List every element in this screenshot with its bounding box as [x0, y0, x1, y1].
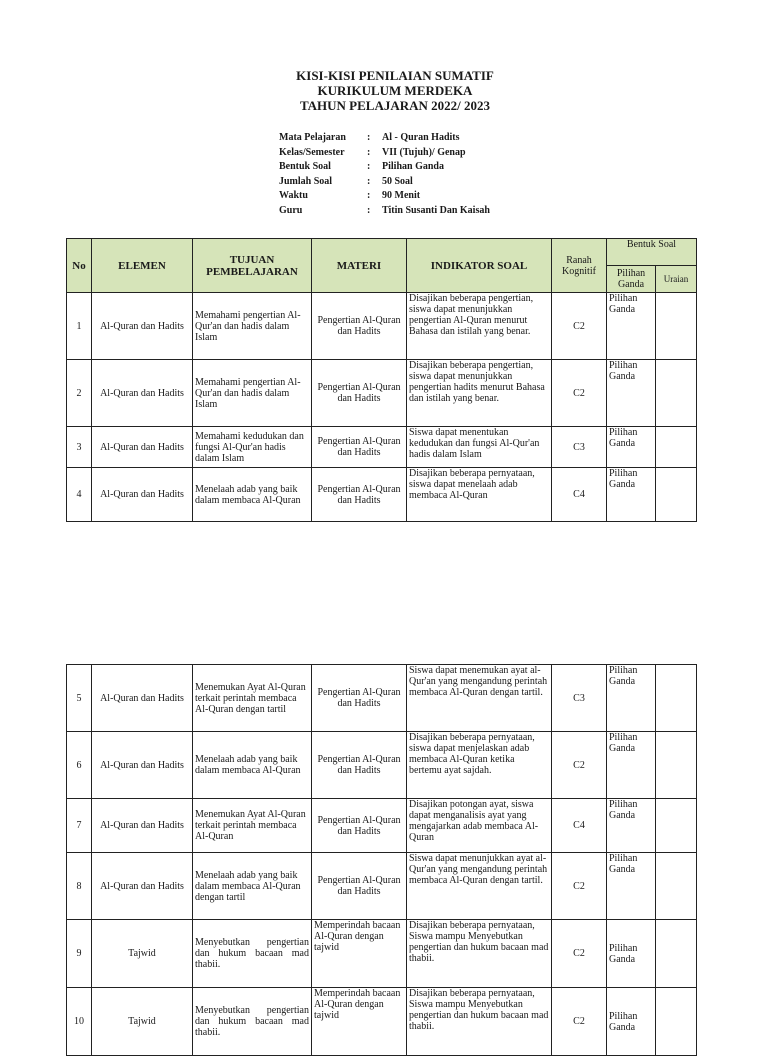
cell-ranah: C2 — [552, 920, 607, 988]
cell-indikator: Siswa dapat menunjukkan ayat al-Qur'an yang mengandung perintah membaca Al-Quran dengan tartil. — [407, 853, 552, 920]
cell-tujuan: Menelaah adab yang baik dalam membaca Al-Quran — [193, 468, 312, 522]
cell-pilihan-ganda: Pilihan Ganda — [607, 468, 656, 522]
cell-pilihan-ganda: Pilihan Ganda — [607, 988, 656, 1056]
cell-elemen: Al-Quran dan Hadits — [92, 293, 193, 360]
cell-no: 1 — [67, 293, 92, 360]
cell-pilihan-ganda: Pilihan Ganda — [607, 799, 656, 853]
meta-label: Guru — [279, 204, 303, 216]
header-no: No — [67, 239, 92, 293]
table-row — [67, 799, 697, 853]
cell-no: 5 — [67, 665, 92, 732]
table-row — [67, 988, 697, 1056]
cell-ranah: C4 — [552, 468, 607, 522]
meta-row-count — [279, 175, 490, 190]
cell-uraian — [656, 468, 697, 522]
meta-label: Bentuk Soal — [279, 161, 331, 172]
cell-indikator: Disajikan beberapa pernyataan, siswa dapat menjelaskan adab membaca Al-Quran ketika bertemu ayat sajdah. — [407, 732, 552, 799]
cell-pilihan-ganda: Pilihan Ganda — [607, 853, 656, 920]
meta-value: VII (Tujuh)/ Genap — [382, 146, 466, 158]
title-line-2: KURIKULUM MERDEKA — [317, 83, 473, 98]
cell-ranah: C2 — [552, 732, 607, 799]
cell-pilihan-ganda: Pilihan Ganda — [607, 732, 656, 799]
cell-indikator: Disajikan beberapa pernyataan, siswa dapat menelaah adab membaca Al-Quran — [407, 468, 552, 522]
cell-tujuan: Menyebutkan pengertian dan hukum bacaan mad thabii. — [193, 920, 312, 988]
meta-sep: : — [367, 161, 371, 172]
meta-sep: : — [367, 204, 371, 216]
meta-row-subject — [279, 131, 490, 146]
cell-pilihan-ganda: Pilihan Ganda — [607, 427, 656, 468]
title-line-3: TAHUN PELAJARAN 2022/ 2023 — [299, 98, 491, 113]
cell-materi: Pengertian Al-Quran dan Hadits — [312, 853, 407, 920]
cell-indikator: Disajikan beberapa pengertian, siswa dapat menunjukkan pengertian hadits menurut Bahasa dan istilah yang benar. — [407, 360, 552, 427]
cell-no: 3 — [67, 427, 92, 468]
cell-elemen: Al-Quran dan Hadits — [92, 799, 193, 853]
meta-info — [279, 131, 490, 218]
meta-label: Waktu — [279, 190, 308, 201]
cell-uraian — [656, 360, 697, 427]
cell-elemen: Al-Quran dan Hadits — [92, 853, 193, 920]
cell-elemen: Tajwid — [92, 988, 193, 1056]
table-row — [67, 920, 697, 988]
cell-no: 9 — [67, 920, 92, 988]
header-pilihan-ganda: Pilihan Ganda — [607, 266, 656, 293]
meta-sep: : — [367, 175, 371, 187]
cell-tujuan: Menelaah adab yang baik dalam membaca Al-Quran — [193, 732, 312, 799]
kisi-table-part-1 — [66, 238, 697, 522]
cell-materi: Pengertian Al-Quran dan Hadits — [312, 293, 407, 360]
cell-ranah: C3 — [552, 427, 607, 468]
cell-no: 2 — [67, 360, 92, 427]
cell-uraian — [656, 988, 697, 1056]
document-title — [0, 68, 768, 113]
meta-label: Jumlah Soal — [279, 175, 333, 187]
cell-elemen: Al-Quran dan Hadits — [92, 360, 193, 427]
cell-ranah: C2 — [552, 988, 607, 1056]
cell-uraian — [656, 732, 697, 799]
table-row — [67, 853, 697, 920]
cell-indikator: Siswa dapat menemukan ayat al-Qur'an yang mengandung perintah membaca Al-Quran dengan tartil. — [407, 665, 552, 732]
meta-row-time — [279, 189, 490, 204]
table-row — [67, 293, 697, 360]
meta-value: Pilihan Ganda — [382, 161, 444, 172]
cell-materi: Pengertian Al-Quran dan Hadits — [312, 799, 407, 853]
cell-tujuan: Menelaah adab yang baik dalam membaca Al-Quran dengan tartil — [193, 853, 312, 920]
cell-tujuan: Memahami pengertian Al-Qur'an dan hadis dalam Islam — [193, 293, 312, 360]
cell-elemen: Tajwid — [92, 920, 193, 988]
title-line-1: KISI-KISI PENILAIAN SUMATIF — [296, 68, 494, 83]
cell-pilihan-ganda: Pilihan Ganda — [607, 360, 656, 427]
cell-materi: Memperindah bacaan Al-Quran dengan tajwid — [312, 920, 407, 988]
cell-no: 6 — [67, 732, 92, 799]
cell-ranah: C2 — [552, 293, 607, 360]
cell-materi: Pengertian Al-Quran dan Hadits — [312, 360, 407, 427]
table-row — [67, 732, 697, 799]
header-tujuan: TUJUAN PEMBELAJARAN — [193, 239, 312, 293]
meta-row-class — [279, 146, 490, 161]
cell-elemen: Al-Quran dan Hadits — [92, 732, 193, 799]
cell-no: 7 — [67, 799, 92, 853]
cell-materi: Pengertian Al-Quran dan Hadits — [312, 732, 407, 799]
cell-tujuan: Memahami kedudukan dan fungsi Al-Qur'an hadis dalam Islam — [193, 427, 312, 468]
table-row — [67, 665, 697, 732]
cell-ranah: C2 — [552, 360, 607, 427]
cell-uraian — [656, 853, 697, 920]
meta-row-teacher — [279, 204, 490, 219]
table-row — [67, 360, 697, 427]
meta-label: Kelas/Semester — [279, 146, 345, 158]
cell-indikator: Siswa dapat menentukan kedudukan dan fungsi Al-Qur'an hadis dalam Islam — [407, 427, 552, 468]
cell-ranah: C3 — [552, 665, 607, 732]
header-indikator: INDIKATOR SOAL — [407, 239, 552, 293]
cell-indikator: Disajikan beberapa pernyataan, Siswa mampu Menyebutkan pengertian dan hukum bacaan mad thabii. — [407, 920, 552, 988]
cell-indikator: Disajikan beberapa pernyataan, Siswa mampu Menyebutkan pengertian dan hukum bacaan mad thabii. — [407, 988, 552, 1056]
cell-ranah: C4 — [552, 799, 607, 853]
cell-uraian — [656, 799, 697, 853]
cell-tujuan: Menemukan Ayat Al-Quran terkait perintah membaca Al-Quran — [193, 799, 312, 853]
header-materi: MATERI — [312, 239, 407, 293]
cell-materi: Pengertian Al-Quran dan Hadits — [312, 427, 407, 468]
cell-materi: Memperindah bacaan Al-Quran dengan tajwid — [312, 988, 407, 1056]
cell-uraian — [656, 293, 697, 360]
meta-row-format — [279, 160, 490, 175]
cell-tujuan: Menyebutkan pengertian dan hukum bacaan mad thabii. — [193, 988, 312, 1056]
cell-no: 10 — [67, 988, 92, 1056]
meta-value: Al - Quran Hadits — [382, 132, 460, 143]
table-row — [67, 427, 697, 468]
header-uraian: Uraian — [656, 266, 697, 293]
cell-ranah: C2 — [552, 853, 607, 920]
cell-pilihan-ganda: Pilihan Ganda — [607, 920, 656, 988]
cell-tujuan: Memahami pengertian Al-Qur'an dan hadis dalam Islam — [193, 360, 312, 427]
cell-indikator: Disajikan beberapa pengertian, siswa dapat menunjukkan pengertian Al-Quran menurut Bahasa dan istilah yang benar. — [407, 293, 552, 360]
cell-tujuan: Menemukan Ayat Al-Quran terkait perintah membaca Al-Quran dengan tartil — [193, 665, 312, 732]
cell-materi: Pengertian Al-Quran dan Hadits — [312, 468, 407, 522]
cell-indikator: Disajikan potongan ayat, siswa dapat menganalisis ayat yang mengajarkan adab membaca Al-Quran — [407, 799, 552, 853]
cell-elemen: Al-Quran dan Hadits — [92, 427, 193, 468]
kisi-table-part-2 — [66, 664, 697, 1056]
cell-materi: Pengertian Al-Quran dan Hadits — [312, 665, 407, 732]
cell-uraian — [656, 920, 697, 988]
header-bentuk: Bentuk Soal — [607, 239, 697, 266]
meta-label: Mata Pelajaran — [279, 132, 346, 143]
header-elemen: ELEMEN — [92, 239, 193, 293]
header-ranah: Ranah Kognitif — [552, 239, 607, 293]
cell-uraian — [656, 427, 697, 468]
meta-sep: : — [367, 190, 371, 201]
meta-value: 90 Menit — [382, 190, 421, 201]
cell-elemen: Al-Quran dan Hadits — [92, 468, 193, 522]
cell-uraian — [656, 665, 697, 732]
cell-pilihan-ganda: Pilihan Ganda — [607, 293, 656, 360]
meta-value: Titin Susanti Dan Kaisah — [382, 204, 490, 216]
cell-no: 8 — [67, 853, 92, 920]
meta-sep: : — [367, 132, 371, 143]
cell-pilihan-ganda: Pilihan Ganda — [607, 665, 656, 732]
meta-sep: : — [367, 146, 371, 158]
table-row — [67, 468, 697, 522]
cell-no: 4 — [67, 468, 92, 522]
meta-value: 50 Soal — [382, 175, 413, 187]
cell-elemen: Al-Quran dan Hadits — [92, 665, 193, 732]
